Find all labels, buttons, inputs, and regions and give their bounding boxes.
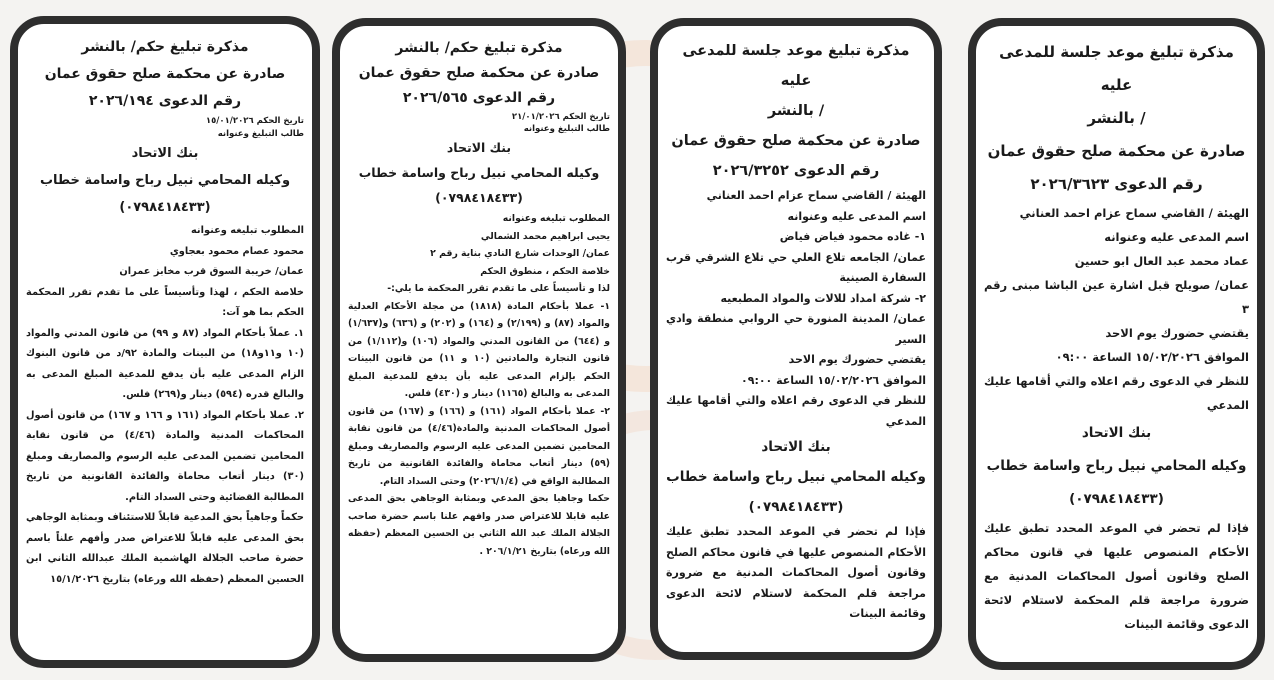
notice-text: اسم المدعى عليه وعنوانه	[1104, 230, 1249, 244]
notice-heading: صادرة عن محكمة صلح حقوق عمان	[358, 65, 600, 81]
notice-heading: مذكرة تبليغ موعد جلسة للمدعى عليه	[682, 43, 910, 89]
notice-warning: فإذا لم تحضر في الموعد المحدد تطبق عليك الأحكام المنصوص عليها في قانون محاكم الصلح وقانون أصول المحاكمات المدنية مع ضرورة مراجعة قلم المحكمة لاستلام لائحة الدعوى وقائمة البينات	[984, 521, 1249, 631]
legal-notice-judgment-194	[10, 16, 320, 668]
notice-text: الهيئة / القاضي سماح عزام احمد العناني	[706, 189, 926, 202]
notice-text: ١- عملا بأحكام المادة (١٨١٨) من مجلة الأحكام العدلية والمواد (٨٧) و (٢/١٩٩) و (١٦٤) و (٢٠٢) و (٦٣٦) و(١/٦٣٧) و (٦٤٤) من القانون المدني والمواد (١٠٦) و(١/١١٢) من قانون التجارة والمادتين (١٠ و ١١) من قانون البينات الحكم بإلزام المدعى عليه بأن يدفع للمدعية المبلغ المدعى به والبالغ (١١٦٥) دينار و (٤٣٠) فلس.	[348, 300, 610, 399]
notice-text: يحيى ابراهيم محمد الشمالي	[480, 230, 610, 242]
plaintiff-info: بنك الاتحاد	[446, 140, 512, 155]
notice-text: عمان/ خريبة السوق قرب مخابز عمران	[119, 266, 304, 277]
notice-text: عمان/ صويلح قبل اشارة عين الباشا مبنى رقم ٣	[984, 278, 1249, 316]
notice-meta: تاريخ الحكم ٢١/٠١/٢٠٢٦	[511, 112, 610, 122]
plaintiff-info: (٠٧٩٨٤١٨٤٣٣)	[1069, 491, 1164, 507]
plaintiff-info: (٠٧٩٨٤١٨٤٣٣)	[748, 499, 844, 515]
notice-text: خلاصة الحكم ، لهذا وتأسيساً على ما تقدم تقرر المحكمة الحكم بما هو آت:	[26, 286, 304, 318]
notice-text: يقتضي حضورك يوم الاحد	[1105, 326, 1249, 340]
notice-meta: طالب التبليغ وعنوانه	[217, 128, 304, 139]
notice-meta: تاريخ الحكم ١٥/٠١/٢٠٢٦	[205, 116, 304, 126]
notice-text: حكماً وجاهياً بحق المدعية قابلاً للاستئناف وبمثابة الوجاهي بحق المدعى عليه قابلاً للاعتراض صدر وأفهم علناً باسم حضرة صاحب الجلالة الهاشمية الملك عبدالله الثاني ابن الحسين المعظم (حفظه الله ورعاه) بتاريخ ١٥/١/٢٠٢٦	[26, 512, 304, 585]
notice-text: عمان/ الوحدات شارع النادي بناية رقم ٢	[430, 248, 610, 259]
notice-text: حكما وجاهيا بحق المدعي وبمثابة الوجاهي بحق المدعى عليه قابلا للاعتراض صدر وافهم علنا باسم حضرة صاحب الجلالة الملك عبد الله الثاني بن الحسين المعظم (حفظه الله ورعاه) بتاريخ ٢٠٦/١/٢١ .	[348, 493, 610, 557]
notice-meta: طالب التبليغ وعنوانه	[523, 124, 610, 134]
notice-heading: رقم الدعوى ٢٠٢٦/١٩٤	[88, 93, 242, 109]
notice-text: عمان/ المدينة المنورة حي الروابي منطقة وادي السير	[666, 312, 926, 346]
plaintiff-info: وكيله المحامي نبيل رباح واسامة خطاب	[666, 469, 926, 485]
notice-heading: صادرة عن محكمة صلح حقوق عمان	[671, 133, 921, 149]
notice-text: ١. عملاً بأحكام المواد (٨٧ و ٩٩) من قانون المدني والمواد (١٠ و١١و١٨) من البينات والمادة ٩٢/د من قانون البنوك الزام المدعى عليه بأن يدفع للمدعية المبلغ المدعى به والبالغ قدره (٥٩٤) دينار و(٢٦٩) فلس.	[26, 327, 305, 400]
legal-notice-judgment-565	[332, 18, 626, 662]
notice-text: المطلوب تبليغه وعنوانه	[190, 225, 304, 236]
plaintiff-info: (٠٧٩٨٤١٨٤٣٣)	[119, 200, 211, 215]
plaintiff-info: (٠٧٩٨٤١٨٤٣٣)	[435, 190, 523, 205]
notice-text: عمان/ الجامعه تلاع العلي حي تلاع الشرقي قرب السفارة الصينية	[666, 250, 926, 284]
notice-text: يقتضي حضورك يوم الاحد	[788, 353, 926, 366]
plaintiff-info: وكيله المحامي نبيل رباح واسامة خطاب	[39, 173, 291, 188]
notice-text: للنظر في الدعوى رقم اعلاه والتي أقامها عليك المدعي	[984, 374, 1249, 412]
plaintiff-info: بنك الاتحاد	[1081, 425, 1152, 441]
notice-text: ٢. عملا بأحكام المواد (١٦١ و ١٦٦ و ١٦٧) من قانون أصول المحاكمات المدنية والمادة (٤/٤٦) من قانون نقابة المحامين تضمين المدعى عليه الرسوم والمصاريف ومبلغ (٣٠) دينار أتعاب محاماة والفائدة القانونية من تاريخ المطالبة القضائية وحتى السداد التام.	[26, 409, 305, 503]
notice-heading: مذكرة تبليغ موعد جلسة للمدعى عليه	[999, 43, 1234, 94]
legal-notice-hearing-3252	[650, 18, 942, 660]
notice-text: محمود عصام محمود بعجاوي	[169, 245, 304, 257]
notice-warning: فإذا لم تحضر في الموعد المحدد تطبق عليك الأحكام المنصوص عليها في قانون محاكم الصلح وقانون أصول المحاكمات المدنية مع ضرورة مراجعة قلم المحكمة لاستلام لائحة الدعوى وقائمة البينات	[666, 525, 926, 620]
notice-text: اسم المدعى عليه وعنوانه	[787, 209, 926, 223]
notice-text: الهيئة / القاضي سماح عزام احمد العناني	[1019, 206, 1249, 220]
notice-heading: رقم الدعوى ٢٠٢٦/٣٢٥٢	[712, 163, 880, 179]
notice-text: عماد محمد عبد العال ابو حسين	[1074, 254, 1249, 268]
notice-text: ٢- شركة امداد للالات والمواد المطبعيه	[720, 291, 926, 305]
notice-heading: رقم الدعوى ٢٠٢٦/٣٦٢٣	[1030, 175, 1203, 193]
plaintiff-info: وكيله المحامي نبيل رباح واسامة خطاب	[358, 165, 600, 180]
notice-heading: مذكرة تبليغ حكم/ بالنشر	[81, 39, 249, 55]
notice-heading: رقم الدعوى ٢٠٢٦/٥٦٥	[402, 90, 556, 106]
plaintiff-info: وكيله المحامي نبيل رباح واسامة خطاب	[986, 458, 1247, 474]
notice-heading: صادرة عن محكمة صلح حقوق عمان	[987, 142, 1246, 160]
notice-heading: صادرة عن محكمة صلح حقوق عمان	[44, 66, 286, 82]
notice-text: لذا و تأسيساً على ما تقدم تقرر المحكمة ما يلي:-	[387, 283, 610, 294]
notice-heading: مذكرة تبليغ حكم/ بالنشر	[395, 40, 563, 56]
notice-text: المطلوب تبليغه وعنوانه	[502, 213, 610, 224]
legal-notice-hearing-3623	[968, 18, 1265, 670]
notice-text: الموافق ١٥/٠٢/٢٠٢٦ الساعة ٠٩:٠٠	[741, 373, 926, 387]
notice-text: ١- غاده محمود فياض فياض	[779, 230, 926, 243]
plaintiff-info: بنك الاتحاد	[131, 146, 199, 161]
notice-text: للنظر في الدعوى رقم اعلاه والتي أقامها عليك المدعي	[666, 394, 926, 428]
notice-text: ٢- عملا بأحكام المواد (١٦١) و (١٦٦) و (١٦٧) من قانون أصول المحاكمات المدنية والمادة(٤/٤٦) من قانون نقابة المحامين تضمين المدعى عليه الرسوم والمصاريف ومبلغ (٥٩) دينار أتعاب محاماة والفائدة القانونية من تاريخ المطالبة الواقع في (٢٠٢٦/١/٤) وحتى السداد التام.	[348, 405, 611, 487]
notice-heading: / بالنشر	[767, 103, 825, 119]
plaintiff-info: بنك الاتحاد	[761, 439, 831, 455]
notice-heading: / بالنشر	[1087, 109, 1146, 127]
notice-text: الموافق ١٥/٠٢/٢٠٢٦ الساعة ٠٩:٠٠	[1055, 350, 1249, 364]
notice-text: خلاصة الحكم ، منطوق الحكم	[480, 265, 610, 277]
